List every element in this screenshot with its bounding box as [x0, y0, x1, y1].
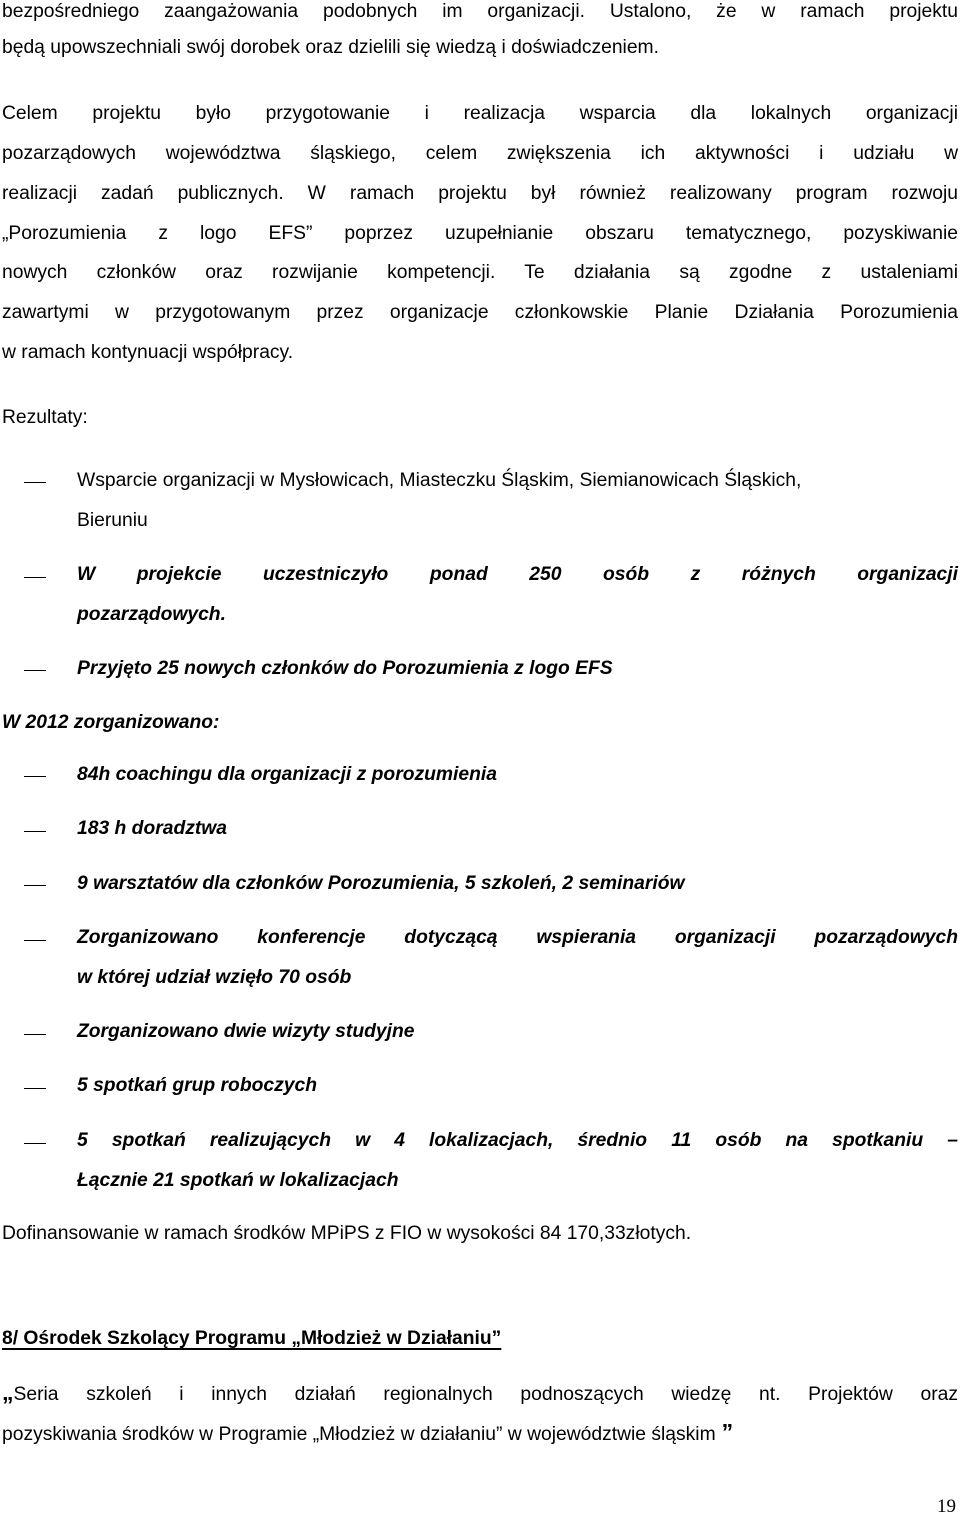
paragraph-line: „Porozumienia z logo EFS” poprzez uzupełnianie obszaru tematycznego, pozyskiwanie [2, 223, 958, 244]
dash-bullet-icon [24, 831, 46, 832]
year-item-continuation: w której udział wzięło 70 osób [77, 967, 352, 988]
year-2012-label: W 2012 zorganizowano: [2, 712, 220, 733]
year-item: Zorganizowano konferencje dotyczącą wspierania organizacji pozarządowych [77, 927, 958, 948]
paragraph-line: w ramach kontynuacji współpracy. [2, 342, 294, 363]
year-item: 9 warsztatów dla członków Porozumienia, 5 szkoleń, 2 seminariów [77, 873, 685, 894]
dash-bullet-icon [24, 1088, 46, 1089]
paragraph-line: pozarządowych województwa śląskiego, celem zwiększenia ich aktywności i udziału w [2, 143, 958, 164]
section8-line-text: pozyskiwania środków w Programie „Młodzież w działaniu” w województwie śląskim [2, 1424, 716, 1445]
paragraph-line: nowych członków oraz rozwijanie kompetencji. Te działania są zgodne z ustaleniami [2, 262, 958, 283]
paragraph-line: bezpośredniego zaangażowania podobnych im organizacji. Ustalono, że w ramach projektu [2, 1, 958, 22]
close-quote: ” [721, 1419, 734, 1445]
paragraph-line: Celem projektu było przygotowanie i realizacja wsparcia dla lokalnych organizacji [2, 103, 958, 124]
dash-bullet-icon [24, 1143, 46, 1144]
result-item-continuation: pozarządowych. [77, 604, 226, 625]
dash-bullet-icon [24, 1034, 46, 1035]
section8-line [2, 1380, 958, 1407]
dash-bullet-icon [24, 776, 46, 777]
result-item: Przyjęto 25 nowych członków do Porozumienia z logo EFS [77, 658, 613, 679]
section8-line-text: Seria szkoleń i innych działań regionalnych podnoszących wiedzę nt. Projektów oraz [13, 1384, 958, 1405]
dash-bullet-icon [24, 670, 46, 671]
paragraph-line: będą upowszechniali swój dorobek oraz dzielili się wiedzą i doświadczeniem. [2, 37, 659, 58]
dash-bullet-icon [24, 885, 46, 886]
result-item: Wsparcie organizacji w Mysłowicach, Miasteczku Śląskim, Siemianowicach Śląskich, [77, 470, 802, 491]
year-item: Zorganizowano dwie wizyty studyjne [77, 1021, 415, 1042]
year-item: 84h coachingu dla organizacji z porozumienia [77, 764, 497, 785]
year-item: 183 h doradztwa [77, 818, 228, 839]
year-item: 5 spotkań grup roboczych [77, 1075, 317, 1096]
paragraph-line: zawartymi w przygotowanym przez organizacje członkowskie Planie Działania Porozumienia [2, 302, 958, 323]
year-item: 5 spotkań realizujących w 4 lokalizacjach, średnio 11 osób na spotkaniu – [77, 1130, 958, 1151]
dash-bullet-icon [24, 940, 46, 941]
result-item: W projekcie uczestniczyło ponad 250 osób z różnych organizacji [77, 564, 958, 585]
dash-bullet-icon [24, 577, 46, 578]
dash-bullet-icon [24, 482, 46, 483]
funding-text: Dofinansowanie w ramach środków MPiPS z FIO w wysokości 84 170,33złotych. [2, 1223, 692, 1244]
paragraph-line: realizacji zadań publicznych. W ramach projektu był również realizowany program rozwoju [2, 183, 958, 204]
section-heading: 8/ Ośrodek Szkolący Programu „Młodzież w Działaniu” [2, 1328, 502, 1349]
page-number: 19 [937, 1496, 956, 1517]
results-label: Rezultaty: [2, 407, 88, 428]
result-item-continuation: Bieruniu [77, 510, 148, 531]
section8-line [2, 1420, 733, 1447]
open-quote: „ [2, 1379, 14, 1405]
year-item-continuation: Łącznie 21 spotkań w lokalizacjach [77, 1170, 399, 1191]
